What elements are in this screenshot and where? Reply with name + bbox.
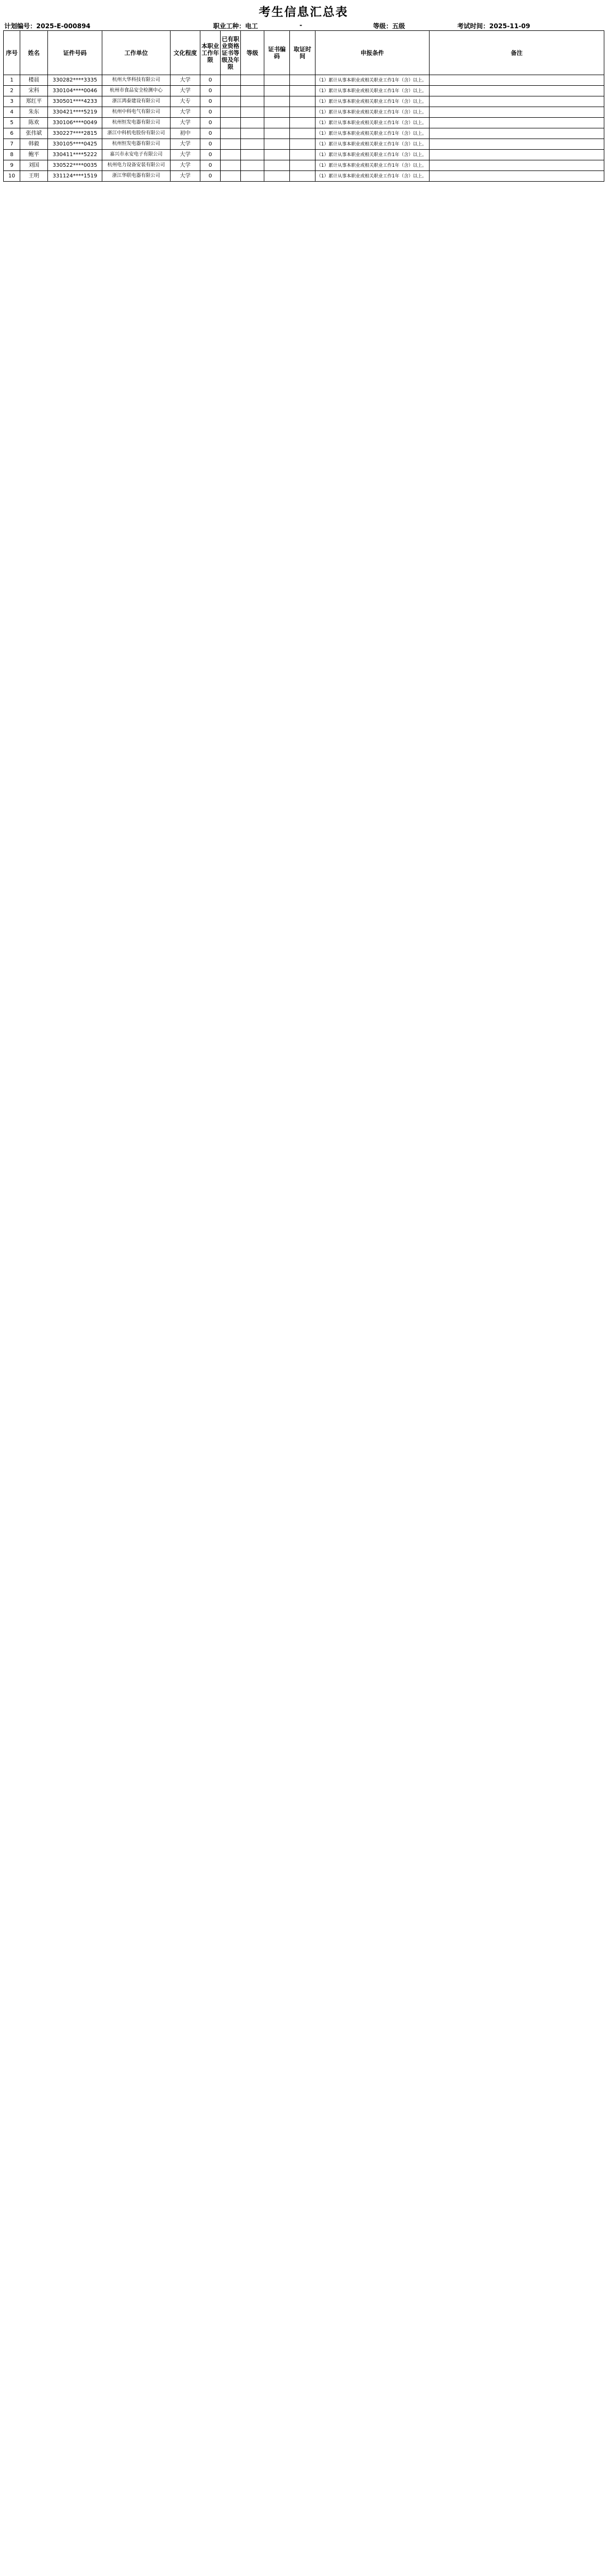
col-header: 工作单位 (102, 31, 171, 75)
cell-requirement: （1）累计从事本职业或相关职业工作1年（含）以上。 (315, 86, 430, 96)
cell-cert-code (264, 128, 290, 139)
cell-education: 大学 (171, 118, 200, 128)
cell-level (241, 150, 264, 160)
cell-requirement: （1）累计从事本职业或相关职业工作1年（含）以上。 (315, 96, 430, 107)
cell-requirement: （1）累计从事本职业或相关职业工作1年（含）以上。 (315, 128, 430, 139)
cell-cert-level (221, 96, 241, 107)
cell-level (241, 86, 264, 96)
col-header: 备注 (430, 31, 604, 75)
cell-id-number: 330104****0046 (48, 86, 102, 96)
candidate-table (3, 30, 604, 182)
cell-cert-code (264, 75, 290, 86)
cell-id-number: 330411****5222 (48, 150, 102, 160)
cell-cert-level (221, 160, 241, 171)
cell-note (430, 128, 604, 139)
cell-cert-date (290, 150, 315, 160)
cell-cert-date (290, 75, 315, 86)
cell-name: 陈欢 (20, 118, 48, 128)
cell-cert-level (221, 128, 241, 139)
cell-cert-date (290, 139, 315, 150)
cell-index: 4 (4, 107, 20, 118)
cell-index: 8 (4, 150, 20, 160)
header-row (4, 31, 604, 75)
cell-education: 大学 (171, 107, 200, 118)
cell-cert-code (264, 160, 290, 171)
cell-requirement: （1）累计从事本职业或相关职业工作1年（含）以上。 (315, 171, 430, 182)
cell-name: 楼晨 (20, 75, 48, 86)
cell-note (430, 139, 604, 150)
cell-requirement: （1）累计从事本职业或相关职业工作1年（含）以上。 (315, 75, 430, 86)
cell-years: 0 (200, 107, 221, 118)
cell-years: 0 (200, 118, 221, 128)
cell-index: 3 (4, 96, 20, 107)
cell-name: 韩毅 (20, 139, 48, 150)
cell-cert-date (290, 96, 315, 107)
cell-id-number: 330421****5219 (48, 107, 102, 118)
table-row (4, 96, 604, 107)
cell-id-number: 330501****4233 (48, 96, 102, 107)
cell-requirement: （1）累计从事本职业或相关职业工作1年（含）以上。 (315, 118, 430, 128)
table-row (4, 139, 604, 150)
cell-name: 张伟斌 (20, 128, 48, 139)
dash: - (300, 21, 302, 29)
cell-index: 9 (4, 160, 20, 171)
cell-name: 鲍平 (20, 150, 48, 160)
table-row (4, 75, 604, 86)
cell-employer: 杭州恒发电器有限公司 (102, 139, 171, 150)
exam-date: 考试时间：2025-11-09 (457, 22, 530, 30)
cell-index: 6 (4, 128, 20, 139)
cell-name: 刘国 (20, 160, 48, 171)
cell-index: 7 (4, 139, 20, 150)
table-row (4, 107, 604, 118)
cell-id-number: 330282****3335 (48, 75, 102, 86)
cell-index: 10 (4, 171, 20, 182)
cell-index: 5 (4, 118, 20, 128)
cell-requirement: （1）累计从事本职业或相关职业工作1年（含）以上。 (315, 150, 430, 160)
cell-years: 0 (200, 139, 221, 150)
cell-note (430, 107, 604, 118)
cell-cert-code (264, 150, 290, 160)
cell-level (241, 118, 264, 128)
col-header: 姓名 (20, 31, 48, 75)
cell-employer: 浙江中科机电股份有限公司 (102, 128, 171, 139)
cell-id-number: 331124****1519 (48, 171, 102, 182)
cell-cert-code (264, 86, 290, 96)
cell-cert-level (221, 107, 241, 118)
cell-requirement: （1）累计从事本职业或相关职业工作1年（含）以上。 (315, 107, 430, 118)
col-header: 序号 (4, 31, 20, 75)
cell-level (241, 107, 264, 118)
cell-cert-date (290, 160, 315, 171)
cell-cert-level (221, 139, 241, 150)
cell-employer: 杭州市食品安全检测中心 (102, 86, 171, 96)
cell-index: 2 (4, 86, 20, 96)
col-header: 证件号码 (48, 31, 102, 75)
cell-cert-date (290, 107, 315, 118)
cell-years: 0 (200, 171, 221, 182)
col-header: 取证时间 (290, 31, 315, 75)
cell-id-number: 330106****0049 (48, 118, 102, 128)
cell-cert-level (221, 118, 241, 128)
cell-years: 0 (200, 96, 221, 107)
col-header: 证书编码 (264, 31, 290, 75)
cell-cert-date (290, 86, 315, 96)
cell-name: 宋科 (20, 86, 48, 96)
col-header: 等级 (241, 31, 264, 75)
cell-years: 0 (200, 75, 221, 86)
cell-years: 0 (200, 86, 221, 96)
col-header: 申报条件 (315, 31, 430, 75)
cell-education: 初中 (171, 128, 200, 139)
cell-cert-code (264, 96, 290, 107)
table-row (4, 150, 604, 160)
cell-years: 0 (200, 160, 221, 171)
table-row (4, 86, 604, 96)
page-title: 考生信息汇总表 (258, 6, 349, 19)
cell-education: 大学 (171, 139, 200, 150)
cell-name: 王明 (20, 171, 48, 182)
cell-name: 朱东 (20, 107, 48, 118)
cell-index: 1 (4, 75, 20, 86)
plan-number: 计划编号：2025-E-000894 (4, 22, 91, 30)
cell-note (430, 75, 604, 86)
cell-requirement: （1）累计从事本职业或相关职业工作1年（含）以上。 (315, 160, 430, 171)
cell-level (241, 75, 264, 86)
cell-cert-code (264, 139, 290, 150)
cell-note (430, 160, 604, 171)
cell-education: 大学 (171, 150, 200, 160)
cell-level (241, 171, 264, 182)
col-header: 文化程度 (171, 31, 200, 75)
cell-id-number: 330105****0425 (48, 139, 102, 150)
cell-cert-date (290, 128, 315, 139)
cell-education: 大学 (171, 75, 200, 86)
table-row (4, 128, 604, 139)
table-row (4, 160, 604, 171)
table-row (4, 171, 604, 182)
cell-cert-code (264, 118, 290, 128)
table-row (4, 118, 604, 128)
cell-note (430, 86, 604, 96)
cell-employer: 浙江华联电器有限公司 (102, 171, 171, 182)
cell-cert-code (264, 171, 290, 182)
col-header: 本职业工作年限 (200, 31, 221, 75)
cell-id-number: 330227****2815 (48, 128, 102, 139)
cell-years: 0 (200, 150, 221, 160)
cell-employer: 浙江鸿泰建设有限公司 (102, 96, 171, 107)
cell-employer: 杭州中科电气有限公司 (102, 107, 171, 118)
cell-id-number: 330522****0035 (48, 160, 102, 171)
cell-cert-date (290, 118, 315, 128)
cell-level (241, 128, 264, 139)
cell-cert-level (221, 86, 241, 96)
cell-level (241, 160, 264, 171)
cell-education: 大学 (171, 86, 200, 96)
cell-employer: 杭州电力设备安装有限公司 (102, 160, 171, 171)
cell-cert-level (221, 171, 241, 182)
cell-level (241, 96, 264, 107)
cell-note (430, 118, 604, 128)
table-body (4, 75, 604, 182)
cell-education: 大学 (171, 171, 200, 182)
cell-cert-date (290, 171, 315, 182)
cell-employer: 杭州大华科技有限公司 (102, 75, 171, 86)
cell-note (430, 96, 604, 107)
cell-requirement: （1）累计从事本职业或相关职业工作1年（含）以上。 (315, 139, 430, 150)
cell-name: 郑红平 (20, 96, 48, 107)
trade-label: 职业工种：电工 (213, 22, 258, 30)
cell-employer: 嘉兴市永安电子有限公司 (102, 150, 171, 160)
cell-education: 大专 (171, 96, 200, 107)
cell-education: 大学 (171, 160, 200, 171)
cell-cert-level (221, 150, 241, 160)
cell-note (430, 150, 604, 160)
cell-cert-level (221, 75, 241, 86)
col-header: 已有职业资格证书等级及年限 (221, 31, 241, 75)
cell-note (430, 171, 604, 182)
cell-years: 0 (200, 128, 221, 139)
cell-employer: 杭州恒发电器有限公司 (102, 118, 171, 128)
level-label: 等级：五级 (373, 22, 406, 30)
cell-cert-code (264, 107, 290, 118)
cell-level (241, 139, 264, 150)
